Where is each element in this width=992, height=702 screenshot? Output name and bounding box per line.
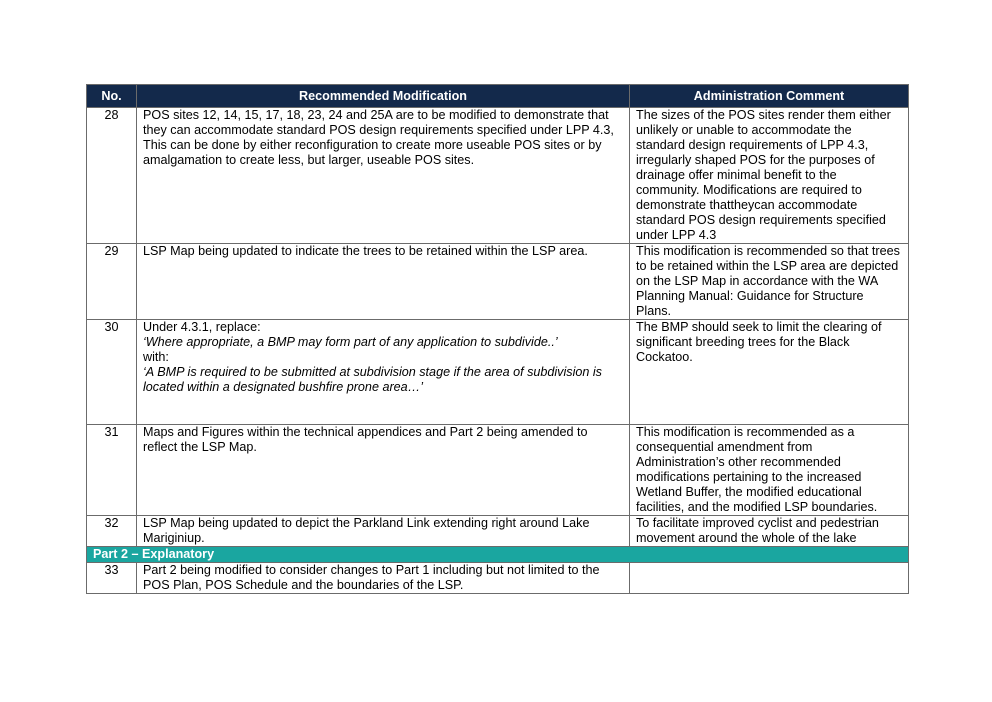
modification-cell: POS sites 12, 14, 15, 17, 18, 23, 24 and 25A are to be modified to demonstrate that they can accommodate standard POS design requirements specified under LPP 4.3, This can be done by either reconfiguration to create more useable POS sites or by amalgamation to create less, but larger, useable POS sites. [137, 108, 630, 244]
comment-cell: This modification is recommended as a consequential amendment from Administration’s other recommended modifications pertaining to the increased Wetland Buffer, the modified educational facilities, and the modified LSP boundaries. [630, 425, 909, 516]
row-number: 29 [87, 244, 137, 320]
modifications-table [86, 84, 909, 594]
table-row [87, 244, 909, 320]
comment-cell: The sizes of the POS sites render them either unlikely or unable to accommodate the standard design requirements of LPP 4.3, irregularly shaped POS for the purposes of drainage offer minimal benefit to the community. Modifications are required to demonstrate thattheycan accommodate standard POS design requirements specified under LPP 4.3 [630, 108, 909, 244]
table-row [87, 108, 909, 244]
table-header-row [87, 85, 909, 108]
table-row [87, 516, 909, 547]
modification-cell: Part 2 being modified to consider changes to Part 1 including but not limited to the POS Plan, POS Schedule and the boundaries of the LSP. [137, 563, 630, 594]
row-number: 32 [87, 516, 137, 547]
row-number: 33 [87, 563, 137, 594]
section-row [87, 547, 909, 563]
modification-cell [137, 320, 630, 425]
modification-line: with: [143, 350, 169, 364]
comment-cell: The BMP should seek to limit the clearing of significant breeding trees for the Black Cockatoo. [630, 320, 909, 425]
comment-cell: This modification is recommended so that trees to be retained within the LSP area are depicted on the LSP Map in accordance with the WA Planning Manual: Guidance for Structure Plans. [630, 244, 909, 320]
row-number: 30 [87, 320, 137, 425]
modification-quote-replacement: ‘A BMP is required to be submitted at subdivision stage if the area of subdivision is located within a designated bushfire prone area…’ [143, 365, 602, 394]
modification-cell: LSP Map being updated to depict the Parkland Link extending right around Lake Mariginiup. [137, 516, 630, 547]
modification-cell: LSP Map being updated to indicate the trees to be retained within the LSP area. [137, 244, 630, 320]
modification-cell: Maps and Figures within the technical appendices and Part 2 being amended to reflect the LSP Map. [137, 425, 630, 516]
comment-cell: To facilitate improved cyclist and pedestrian movement around the whole of the lake [630, 516, 909, 547]
modification-line: Under 4.3.1, replace: [143, 320, 261, 334]
table-row [87, 320, 909, 425]
header-no: No. [87, 85, 137, 108]
header-administration-comment: Administration Comment [630, 85, 909, 108]
table-row [87, 425, 909, 516]
row-number: 31 [87, 425, 137, 516]
header-recommended-modification: Recommended Modification [137, 85, 630, 108]
row-number: 28 [87, 108, 137, 244]
comment-cell [630, 563, 909, 594]
section-title: Part 2 – Explanatory [87, 547, 909, 563]
modification-quote-current: ‘Where appropriate, a BMP may form part of any application to subdivide..’ [143, 335, 558, 349]
table-row [87, 563, 909, 594]
